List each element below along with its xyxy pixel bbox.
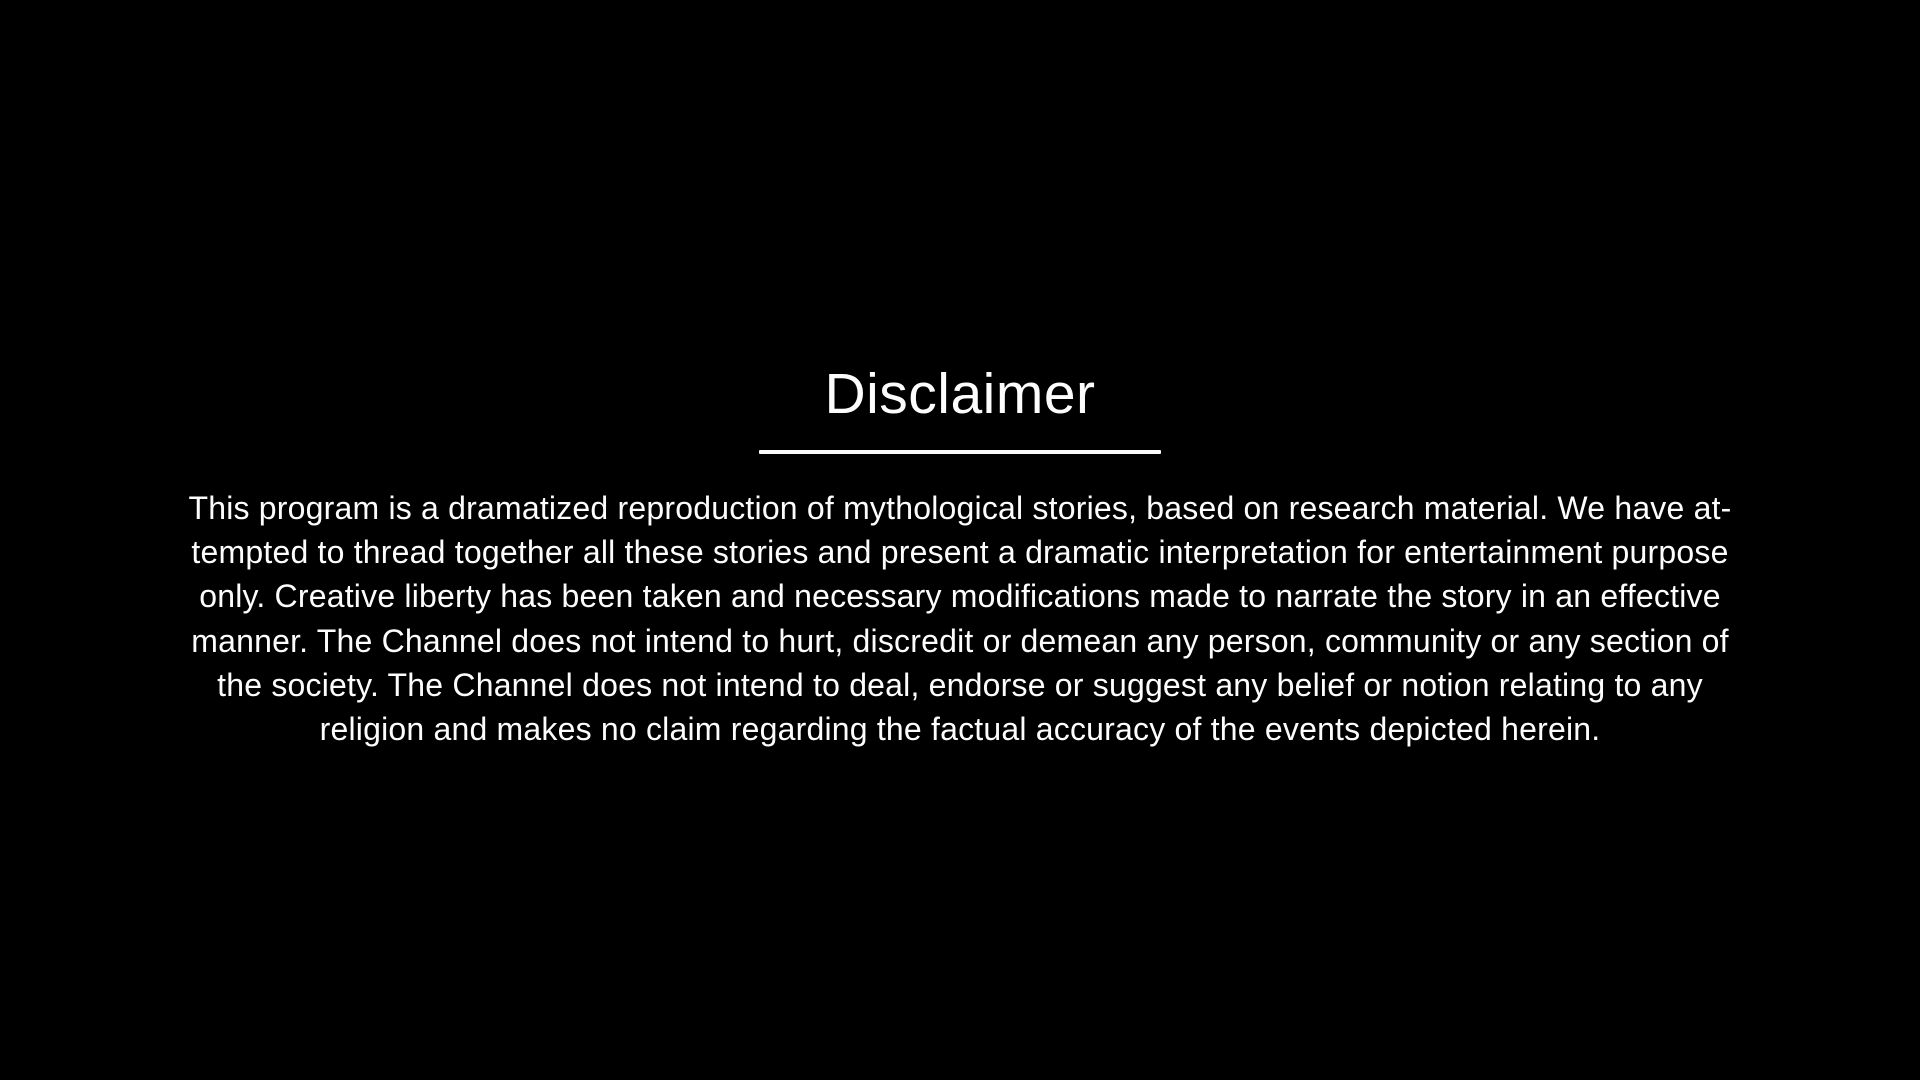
disclaimer-line: manner. The Channel does not intend to hurt, discredit or demean any person, community or any section of	[191, 622, 1729, 659]
disclaimer-line: the society. The Channel does not intend to deal, endorse or suggest any belief or notion relating to any	[217, 666, 1703, 703]
disclaimer-line: This program is a dramatized reproduction of mythological stories, based on research material. We have at-	[188, 490, 1732, 526]
title-underline-divider	[759, 450, 1161, 454]
disclaimer-card	[0, 364, 1920, 751]
disclaimer-line: tempted to thread together all these stories and present a dramatic interpretation for entertainment purpose	[191, 534, 1729, 571]
disclaimer-line: only. Creative liberty has been taken and necessary modifications made to narrate the story in an effective	[199, 578, 1721, 615]
disclaimer-line: religion and makes no claim regarding the factual accuracy of the events depicted herein.	[319, 711, 1601, 748]
disclaimer-body	[65, 486, 1855, 751]
disclaimer-title: Disclaimer	[824, 362, 1096, 426]
